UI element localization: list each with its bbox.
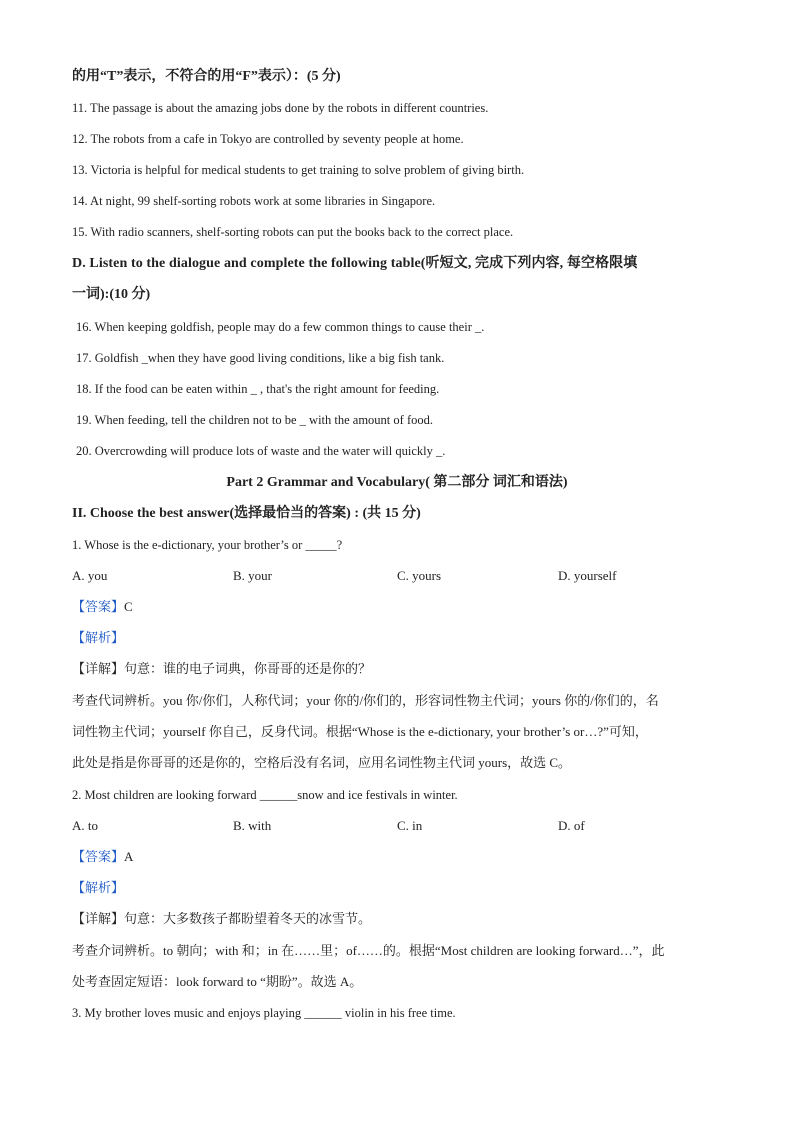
question-1-detail-line-3: 词性物主代词；yourself 你自己，反身代词。根据“Whose is the e-dictionary, your brother’s or…?”可知， xyxy=(72,724,648,739)
question-1-detail-line-2: 考查代词辨析。you 你/你们，人称代词；your 你的/你们的，形容词性物主代词；yours 你的/你们的，名 xyxy=(72,693,659,708)
section-d-title: D. Listen to the dialogue and complete the following table(听短文, 完成下列内容, 每空格限填 xyxy=(72,256,638,271)
answer-value: C xyxy=(124,599,133,614)
blank-item-20: 20. Overcrowding will produce lots of waste and the water will quickly _. xyxy=(76,444,446,458)
detail-label: 【详解】 xyxy=(72,661,125,676)
detail-text: 句意：大多数孩子都盼望着冬天的冰雪节。 xyxy=(124,911,372,926)
detail-label: 【详解】 xyxy=(72,911,125,926)
question-1-detail-line-4: 此处是指是你哥哥的还是你的，空格后没有名词，应用名词性物主代词 yours，故选 C。 xyxy=(72,755,572,770)
question-2-option-d: D. of xyxy=(558,818,585,833)
tf-item-11: 11. The passage is about the amazing jobs done by the robots in different countries. xyxy=(72,101,489,115)
question-2-analysis-label: 【解析】 xyxy=(72,880,125,895)
blank-item-17: 17. Goldfish _when they have good living conditions, like a big fish tank. xyxy=(76,351,445,365)
question-1-option-d: D. yourself xyxy=(558,568,617,583)
blank-item-18: 18. If the food can be eaten within _ , that's the right amount for feeding. xyxy=(76,382,440,396)
tf-item-15: 15. With radio scanners, shelf-sorting robots can put the books back to the correct place. xyxy=(72,225,514,239)
question-1-option-b: B. your xyxy=(233,568,272,583)
question-2-detail-line-3: 处考查固定短语：look forward to “期盼”。故选 A。 xyxy=(72,974,363,989)
question-2-detail-line-2: 考查介词辨析。to 朝向；with 和；in 在……里；of……的。根据“Most children are looking forward…”，此 xyxy=(72,943,665,958)
question-2-detail-line-1 xyxy=(72,910,371,928)
question-1-stem: 1. Whose is the e-dictionary, your brother’s or _____? xyxy=(72,538,343,552)
question-2-answer xyxy=(72,848,133,866)
section-ii-title: II. Choose the best answer(选择最恰当的答案) : (共 15 分) xyxy=(72,506,421,521)
blank-item-16: 16. When keeping goldfish, people may do a few common things to cause their _. xyxy=(76,320,485,334)
detail-text: 句意：谁的电子词典，你哥哥的还是你的？ xyxy=(124,661,372,676)
answer-label: 【答案】 xyxy=(72,599,125,614)
question-1-analysis-label: 【解析】 xyxy=(72,630,125,645)
question-1-option-c: C. yours xyxy=(397,568,442,583)
question-2-option-c: C. in xyxy=(397,818,423,833)
section-d-title-cont: 一词):(10 分) xyxy=(72,287,151,302)
answer-label: 【答案】 xyxy=(72,849,125,864)
question-3-stem: 3. My brother loves music and enjoys playing ______ violin in his free time. xyxy=(72,1006,456,1020)
blank-item-19: 19. When feeding, tell the children not to be _ with the amount of food. xyxy=(76,413,433,427)
section-c-instruction: 的用“T”表示，不符合的用“F”表示）：(5 分) xyxy=(72,69,341,84)
answer-value: A xyxy=(124,849,134,864)
question-2-stem: 2. Most children are looking forward ______snow and ice festivals in winter. xyxy=(72,788,458,802)
question-1-answer xyxy=(72,598,133,616)
question-1-detail-line-1 xyxy=(72,660,371,678)
tf-item-14: 14. At night, 99 shelf-sorting robots work at some libraries in Singapore. xyxy=(72,194,436,208)
question-1-option-a: A. you xyxy=(72,568,108,583)
question-2-option-a: A. to xyxy=(72,818,98,833)
tf-item-13: 13. Victoria is helpful for medical students to get training to solve problem of giving birth. xyxy=(72,163,525,177)
tf-item-12: 12. The robots from a cafe in Tokyo are controlled by seventy people at home. xyxy=(72,132,464,146)
part2-title: Part 2 Grammar and Vocabulary( 第二部分 词汇和语法) xyxy=(226,475,568,490)
question-2-option-b: B. with xyxy=(233,818,272,833)
